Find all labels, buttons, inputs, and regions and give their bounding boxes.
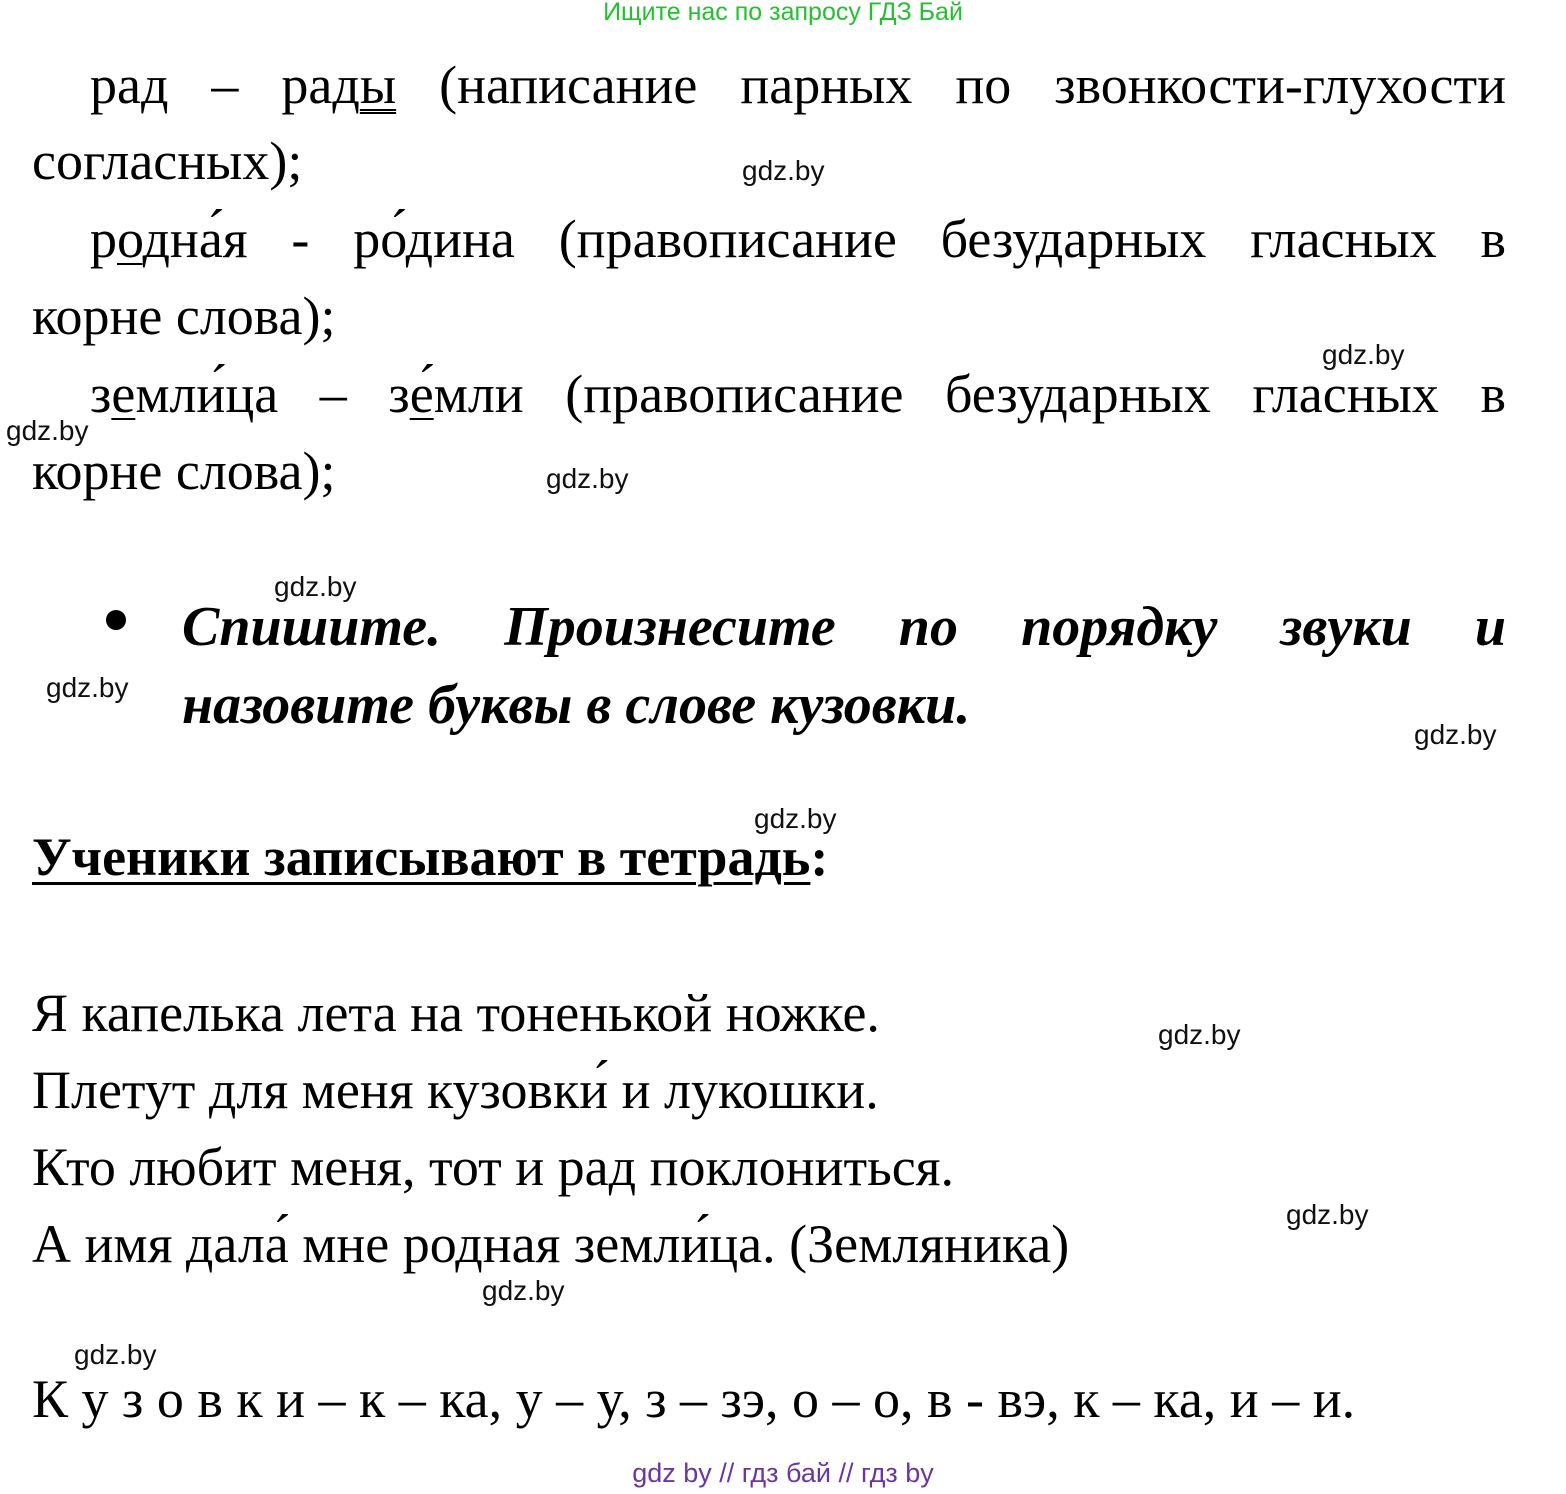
poem-line-1: Я капелька лета на тоненькой ножке. <box>32 983 880 1043</box>
watermark: gdz.by <box>1286 1199 1369 1230</box>
task-word: порядку <box>1021 596 1218 658</box>
letter-analysis: К у з о в к и – к – ка, у – у, з – зэ, о – о, в - вэ, к – ка, и – и. <box>32 1369 1356 1429</box>
watermark: gdz.by <box>46 672 129 703</box>
example-2-continuation: корне слова); <box>32 286 336 346</box>
task-line-1 <box>182 596 1506 658</box>
example-1-continuation: согласных); <box>32 131 303 191</box>
watermark: gdz.by <box>1414 719 1497 750</box>
poem-line-4: А имя дала́ мне родная земли́ца. (Земляника) <box>32 1214 1070 1274</box>
example-1-line <box>90 55 1506 115</box>
task-word: и <box>1474 596 1507 658</box>
example-3-line <box>90 364 1506 424</box>
example-2-line <box>90 209 1506 269</box>
poem-line-3: Кто любит меня, тот и рад поклониться. <box>32 1137 955 1197</box>
example-2-text: родна́я - ро́дина (правописание безударных гласных в <box>90 209 1506 269</box>
task-bullet <box>106 610 126 630</box>
watermark: gdz.by <box>1322 339 1405 370</box>
watermark: gdz.by <box>742 155 825 186</box>
watermark: gdz.by <box>6 415 89 446</box>
task-line-2: назовите буквы в слове кузовки. <box>182 674 971 736</box>
watermark: gdz.by <box>274 571 357 602</box>
section-heading-colon: : <box>810 827 829 887</box>
section-heading <box>32 826 828 888</box>
watermark: gdz.by <box>546 463 629 494</box>
footer-links: gdz by // гдз бай // гдз by <box>632 1458 934 1488</box>
watermark: gdz.by <box>482 1275 565 1306</box>
example-3-continuation: корне слова); <box>32 441 336 501</box>
example-3-text: земли́ца – зе́мли (правописание безударных гласных в <box>90 364 1506 424</box>
watermark: gdz.by <box>1158 1019 1241 1050</box>
example-1-text: рад – рады (написание парных по звонкости-глухости <box>90 55 1506 115</box>
task-word: звуки <box>1280 596 1412 658</box>
watermark: gdz.by <box>754 803 837 834</box>
site-search-note: Ищите нас по запросу ГДЗ Бай <box>603 0 963 26</box>
task-word: Произнесите <box>504 596 836 658</box>
task-word: по <box>898 596 958 658</box>
watermark: gdz.by <box>74 1339 157 1370</box>
poem-line-2: Плетут для меня кузовки́ и лукошки. <box>32 1060 879 1120</box>
task-word: Спишите. <box>182 596 442 658</box>
section-heading-text: Ученики записывают в тетрадь <box>32 827 811 887</box>
